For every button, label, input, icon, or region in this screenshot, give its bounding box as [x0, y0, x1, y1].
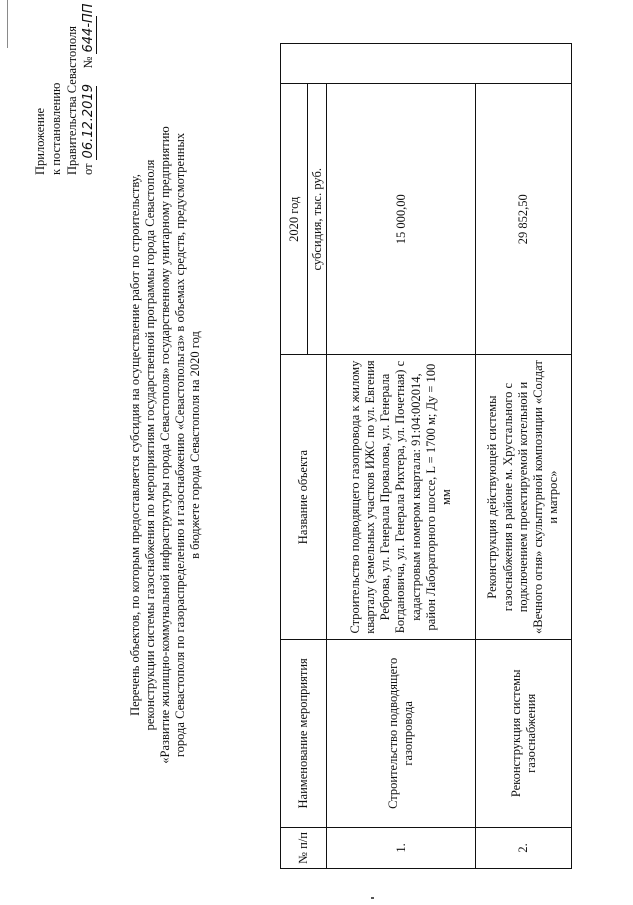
empty-column [281, 44, 572, 84]
row-num: 1. [327, 827, 476, 868]
header-year: 2020 год [281, 84, 308, 355]
row-object: Строительство подводящего газопровода к жилому кварталу (земельных участков ИЖС по ул. Евгения Реброва, ул. Генерала Провалова, ул. Генерала Богдановича, ул. Генерала Рихтера, ул. Почетная) с кадастровым номером квартала: 91:04:002014, район Лабораторного шоссе, L = 1700 м; Ду = 100 мм [327, 355, 476, 639]
row-measure: Реконструкция системы газоснабжения [476, 639, 572, 827]
number-prefix: № [81, 56, 95, 69]
row-subsidy: 15 000,00 [327, 84, 476, 355]
appendix-date-number-line [80, 5, 97, 175]
objects-table [280, 43, 572, 869]
title-line: реконструкции системы газоснабжения по мероприятиям государственной программы города Севастополя [143, 159, 157, 731]
row-measure: Строительство подводящего газопровода [327, 639, 476, 827]
table-row [327, 44, 476, 869]
header-subsidy: субсидия, тыс. руб. [308, 84, 327, 355]
header-measure: Наименование мероприятия [281, 639, 327, 827]
document-title [128, 125, 203, 765]
title-line: города Севастополя по газораспределению и газоснабжению «Севастопольгаз» в объемах средств, предусмотренных [173, 132, 187, 758]
appendix-line-2: к постановлению [49, 82, 63, 175]
row-object: Реконструкция действующей системы газоснабжения в районе м. Хрустального с подключением проектируемой котельной и «Вечного огня» скульптурной композиции «Солдат и матрос» [476, 355, 572, 639]
table-row [476, 44, 572, 869]
handwritten-number: 644-ПП [81, 3, 96, 53]
table-header-row [281, 44, 308, 869]
header-num: № п/п [281, 827, 327, 868]
header-object: Название объекта [281, 355, 327, 639]
title-line: Перечень объектов, по которым предоставляется субсидия на осуществление работ по строительству, [128, 174, 142, 716]
appendix-line-3: Правительства Севастополя [65, 26, 79, 175]
row-num: 2. [476, 827, 572, 868]
date-prefix: от [81, 163, 95, 175]
title-line: «Развитие жилищно-коммунальной инфраструктуры города Севастополя» государственному унитарному предприятию [158, 126, 172, 764]
title-line: в бюджете города Севастополя на 2020 год [188, 331, 202, 559]
appendix-block [32, 5, 97, 175]
appendix-line-1: Приложение [33, 107, 47, 175]
handwritten-date: 06.12.2019 [81, 84, 96, 159]
row-subsidy: 29 852,50 [476, 84, 572, 355]
